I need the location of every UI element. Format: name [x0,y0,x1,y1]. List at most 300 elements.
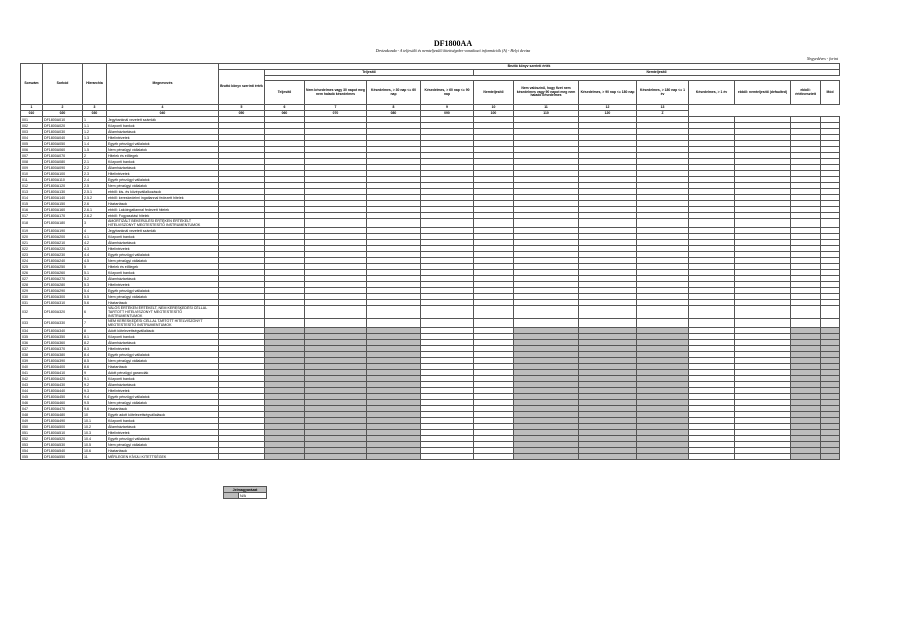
row-hierarchia: 5 [83,264,107,270]
row-sorkod: DF1800A100 [43,171,83,177]
report-subtitle: Devizakonda - A teljesülő és nemteljesülő kitettségekre vonatkozó információk (A) - Helyi deviza [375,48,531,53]
row-megnevezes: Hitelintézetek [107,430,219,436]
header-group-teljesito: Teljesítő [265,70,474,76]
row-sorkod: DF1800A510 [43,430,83,436]
header-number-11: 11 [514,105,579,111]
value-cell[interactable] [305,219,367,228]
value-cell[interactable] [219,319,265,328]
header-group-all: Bruttó könyv szerinti érték [219,64,840,70]
value-cell[interactable] [265,219,305,228]
row-megnevezes: Adott kötelezettségvállalások [107,328,219,334]
value-cell[interactable] [265,306,305,319]
row-hierarchia: 1.1 [83,123,107,129]
row-sorszam: 008 [21,159,43,165]
row-sorkod: DF1800A520 [43,436,83,442]
row-sorszam: 029 [21,288,43,294]
row-hierarchia: 10.5 [83,442,107,448]
row-megnevezes: VALÓS ÉRTÉKEN ÉRTÉKELT, NEM KERESKEDÉSI CÉLLAL TARTOTT HITELVISZONYT MEGTESTESÍTŐ INSTRUMENTUMOK [107,306,219,319]
table-row [21,319,840,328]
report-unit: Negyedéves - forint [806,56,838,61]
row-sorszam: 045 [21,394,43,400]
row-hierarchia: 8.1 [83,334,107,340]
row-sorkod: DF1800A400 [43,364,83,370]
header-code-8: 080 [367,111,421,117]
row-hierarchia: 2.3 [83,171,107,177]
row-megnevezes: Államháztartások [107,340,219,346]
value-cell[interactable] [689,319,735,328]
row-sorszam: 036 [21,340,43,346]
row-hierarchia: 10.4 [83,436,107,442]
row-megnevezes: Központi bankok [107,234,219,240]
row-sorszam: 012 [21,183,43,189]
row-sorszam: 026 [21,270,43,276]
row-megnevezes: Egyéb pénzügyi vállalatok [107,394,219,400]
row-megnevezes: Nem pénzügyi vállalatok [107,400,219,406]
header-hierarchia: Hierarchia [83,64,107,105]
row-sorszam: 043 [21,382,43,388]
value-cell[interactable] [689,306,735,319]
row-sorkod: DF1800A090 [43,165,83,171]
value-cell[interactable] [689,219,735,228]
header-number-3: 3 [83,105,107,111]
header-number-7: 7 [305,105,367,111]
row-sorszam: 032 [21,306,43,319]
report-title: DF1800AA [433,39,473,48]
row-hierarchia: 10.6 [83,448,107,454]
value-cell[interactable] [735,319,791,328]
row-megnevezes: Nem pénzügyi vállalatok [107,294,219,300]
row-hierarchia: 5.4 [83,288,107,294]
row-sorszam: 037 [21,346,43,352]
row-sorszam: 018 [21,219,43,228]
row-megnevezes: Egyéb pénzügyi vállalatok [107,288,219,294]
value-cell[interactable] [514,306,579,319]
header-col-5: Késedelmes, > 60 nap <= 90 nap [421,81,474,105]
row-hierarchia: 2.6 [83,201,107,207]
header-code-12: 120 [579,111,637,117]
value-cell[interactable] [305,306,367,319]
row-hierarchia: 7 [83,319,107,328]
row-megnevezes: ebből: Fogyasztási hitelek [107,213,219,219]
row-megnevezes: Háztartások [107,364,219,370]
row-sorkod: DF1800A060 [43,147,83,153]
row-sorszam: 002 [21,123,43,129]
row-sorkod: DF1800A020 [43,123,83,129]
row-hierarchia: 9.2 [83,382,107,388]
row-megnevezes: Háztartások [107,406,219,412]
row-sorszam: 033 [21,319,43,328]
value-cell[interactable] [637,219,689,228]
row-hierarchia: 5.5 [83,294,107,300]
row-megnevezes: Egyéb pénzügyi vállalatok [107,352,219,358]
data-table [20,63,840,460]
row-sorszam: 017 [21,213,43,219]
row-sorszam: 005 [21,141,43,147]
row-sorszam: 019 [21,228,43,234]
row-sorszam: 021 [21,240,43,246]
header-number-5: 5 [219,105,265,111]
row-megnevezes: Központi bankok [107,159,219,165]
row-sorszam: 006 [21,147,43,153]
row-megnevezes: Nem pénzügyi vállalatok [107,147,219,153]
row-sorszam: 001 [21,117,43,123]
value-cell[interactable] [791,454,821,460]
value-cell[interactable] [579,219,637,228]
value-cell[interactable] [735,219,791,228]
row-hierarchia: 4.3 [83,246,107,252]
row-sorkod: DF1800A350 [43,334,83,340]
row-sorszam: 034 [21,328,43,334]
row-hierarchia: 10.1 [83,418,107,424]
value-cell[interactable] [219,219,265,228]
row-sorszam: 022 [21,246,43,252]
legend-grey-swatch [224,493,239,499]
row-hierarchia: 5.3 [83,282,107,288]
row-sorszam: 028 [21,282,43,288]
row-sorszam: 004 [21,135,43,141]
value-cell[interactable] [265,319,305,328]
header-col-8: Késedelmes, > 90 nap <= 180 nap [579,81,637,105]
row-hierarchia: 1.3 [83,135,107,141]
row-sorszam: 016 [21,207,43,213]
row-megnevezes: Központi bankok [107,334,219,340]
row-hierarchia: 1.5 [83,147,107,153]
row-sorszam: 015 [21,201,43,207]
header-col-12: ebből: értékvesztett [791,81,821,105]
row-sorkod: DF1800A460 [43,400,83,406]
row-hierarchia: 5.1 [83,270,107,276]
row-sorkod: DF1800A130 [43,189,83,195]
header-code-5: 050 [219,111,265,117]
row-sorkod: DF1800A480 [43,412,83,418]
row-sorszam: 027 [21,276,43,282]
row-megnevezes: ebből: kereskedelmi ingatlannal fedezett hitelek [107,195,219,201]
row-hierarchia: 8.5 [83,358,107,364]
row-sorkod: DF1800A270 [43,276,83,282]
row-sorkod: DF1800A490 [43,418,83,424]
row-hierarchia: 2.6.2 [83,213,107,219]
row-hierarchia: 2.1 [83,159,107,165]
row-megnevezes: Nem pénzügyi vállalatok [107,358,219,364]
row-sorszam: 039 [21,358,43,364]
row-hierarchia: 1 [83,117,107,123]
header-code-6: 060 [265,111,305,117]
row-hierarchia: 1.2 [83,129,107,135]
value-cell[interactable] [305,319,367,328]
row-sorkod: DF1800A310 [43,300,83,306]
row-megnevezes: Adott pénzügyi garanciák [107,370,219,376]
row-hierarchia: 5.6 [83,300,107,306]
header-number-2: 2 [43,105,83,111]
row-hierarchia: 8.2 [83,340,107,346]
row-megnevezes: ebből: kis- és középvállalkozások [107,189,219,195]
row-sorszam: 031 [21,300,43,306]
row-hierarchia: 8.6 [83,364,107,370]
row-sorkod: DF1800A120 [43,183,83,189]
header-code-1: 010 [21,111,43,117]
row-megnevezes: Hitelek és előlegek [107,153,219,159]
row-sorszam: 014 [21,195,43,201]
legend-table [223,486,267,499]
value-cell[interactable] [421,319,474,328]
row-sorszam: 007 [21,153,43,159]
row-hierarchia: 2.5.1 [83,189,107,195]
row-sorkod: DF1800A180 [43,219,83,228]
value-cell[interactable] [821,219,840,228]
row-sorkod: DF1800A470 [43,406,83,412]
row-sorkod: DF1800A220 [43,246,83,252]
row-sorkod: DF1800A280 [43,282,83,288]
legend-value: N/A [239,493,267,499]
row-sorszam: 024 [21,258,43,264]
value-cell[interactable] [474,319,514,328]
header-number-12: 12 [579,105,637,111]
header-brutto: Bruttó könyv szerinti érték [219,70,265,105]
header-number-6: 6 [265,105,305,111]
header-col-2: Teljesítő [265,81,305,105]
row-megnevezes: Központi bankok [107,270,219,276]
row-sorkod: DF1800A200 [43,234,83,240]
row-hierarchia: 5.2 [83,276,107,282]
header-number-13: 13 [637,105,689,111]
row-sorkod: DF1800A040 [43,135,83,141]
row-sorkod: DF1800A210 [43,240,83,246]
row-sorkod: DF1800A080 [43,159,83,165]
row-hierarchia: 8.4 [83,352,107,358]
value-cell[interactable] [637,306,689,319]
row-sorkod: DF1800A430 [43,382,83,388]
value-cell[interactable] [265,454,305,460]
row-sorkod: DF1800A250 [43,264,83,270]
value-cell[interactable] [637,319,689,328]
row-hierarchia: 9.4 [83,394,107,400]
row-megnevezes: Jegybanknál vezetett számlák [107,228,219,234]
header-col-10: Késedelmes, > 1 év [689,81,735,105]
row-hierarchia: 10.2 [83,424,107,430]
value-cell[interactable] [367,306,421,319]
row-sorkod: DF1800A190 [43,228,83,234]
row-sorszam: 053 [21,442,43,448]
row-megnevezes: Nem pénzügyi vállalatok [107,258,219,264]
row-megnevezes: Egyéb pénzügyi vállalatok [107,436,219,442]
row-megnevezes: MÉRLEGEN KÍVÜLI KITETTSÉGEK [107,454,219,460]
row-hierarchia: 3 [83,219,107,228]
row-sorszam: 041 [21,370,43,376]
row-sorszam: 044 [21,388,43,394]
header-code-13: Z [637,111,689,117]
row-megnevezes: Államháztartások [107,424,219,430]
row-megnevezes: Központi bankok [107,418,219,424]
value-cell[interactable] [219,306,265,319]
row-sorszam: 038 [21,352,43,358]
value-cell[interactable] [579,306,637,319]
value-cell[interactable] [579,319,637,328]
row-sorkod: DF1800A070 [43,153,83,159]
row-megnevezes: Államháztartások [107,129,219,135]
row-sorkod: DF1800A410 [43,370,83,376]
row-sorszam: 035 [21,334,43,340]
header-megnevezes: Megnevezés [107,64,219,105]
value-cell[interactable] [514,319,579,328]
value-cell[interactable] [821,306,840,319]
row-sorkod: DF1800A150 [43,201,83,207]
value-cell[interactable] [514,454,579,460]
row-sorkod: DF1800A170 [43,213,83,219]
table-row [21,454,840,460]
row-hierarchia: 9.1 [83,376,107,382]
row-megnevezes: Hitelek és előlegek [107,264,219,270]
row-megnevezes: Hitelintézetek [107,388,219,394]
row-sorszam: 049 [21,418,43,424]
row-sorkod: DF1800A420 [43,376,83,382]
value-cell[interactable] [579,454,637,460]
row-sorkod: DF1800A160 [43,207,83,213]
row-hierarchia: 4 [83,228,107,234]
row-megnevezes: AMORTIZÁLT BEKERÜLÉSI ÉRTÉKEN ÉRTÉKELT HITELVISZONYT MEGTESTESÍTŐ INSTRUMENTUMOK [107,219,219,228]
row-megnevezes: Hitelintézetek [107,171,219,177]
value-cell[interactable] [791,219,821,228]
row-sorkod: DF1800A440 [43,388,83,394]
row-megnevezes: Államháztartások [107,165,219,171]
row-megnevezes: Hitelintézetek [107,346,219,352]
row-sorkod: DF1800A110 [43,177,83,183]
row-sorkod: DF1800A230 [43,252,83,258]
row-megnevezes: Hitelintézetek [107,135,219,141]
row-hierarchia: 11 [83,454,107,460]
row-sorszam: 013 [21,189,43,195]
row-hierarchia: 9 [83,370,107,376]
row-megnevezes: Jegybanknál vezetett számlák [107,117,219,123]
value-cell[interactable] [637,454,689,460]
header-col-6: Nemteljesítő [474,81,514,105]
row-sorkod: DF1800A010 [43,117,83,123]
header-code-11: 110 [514,111,579,117]
header-number-8: 8 [367,105,421,111]
header-code-3: 030 [83,111,107,117]
value-cell[interactable] [474,219,514,228]
row-sorkod: DF1800A550 [43,454,83,460]
value-cell[interactable] [689,454,735,460]
row-sorszam: 054 [21,448,43,454]
row-sorkod: DF1800A370 [43,346,83,352]
row-megnevezes: Egyéb adott kötelezettségvállalások [107,412,219,418]
row-sorkod: DF1800A050 [43,141,83,147]
row-hierarchia: 2.5.2 [83,195,107,201]
value-cell[interactable] [791,319,821,328]
value-cell[interactable] [821,454,840,460]
value-cell[interactable] [421,306,474,319]
row-hierarchia: 9.6 [83,406,107,412]
value-cell[interactable] [821,319,840,328]
row-megnevezes: Egyéb pénzügyi vállalatok [107,177,219,183]
row-sorszam: 051 [21,430,43,436]
row-sorszam: 050 [21,424,43,430]
row-sorkod: DF1800A240 [43,258,83,264]
value-cell[interactable] [735,306,791,319]
row-sorszam: 009 [21,165,43,171]
row-hierarchia: 2 [83,153,107,159]
table-row [21,219,840,228]
row-sorszam: 055 [21,454,43,460]
header-col-3: Nem késedelmes vagy 30 napot meg nem haladó késedelmes [305,81,367,105]
row-sorkod: DF1800A260 [43,270,83,276]
row-sorszam: 011 [21,177,43,183]
value-cell[interactable] [421,219,474,228]
row-megnevezes: Hitelintézetek [107,282,219,288]
row-hierarchia: 9.3 [83,388,107,394]
header-number-4: 4 [107,105,219,111]
row-sorszam: 020 [21,234,43,240]
row-hierarchia: 4.2 [83,240,107,246]
row-sorszam: 025 [21,264,43,270]
row-megnevezes: Nem pénzügyi vállalatok [107,442,219,448]
row-hierarchia: 2.2 [83,165,107,171]
value-cell[interactable] [367,454,421,460]
header-code-4: 040 [107,111,219,117]
row-sorkod: DF1800A290 [43,288,83,294]
header-number-1: 1 [21,105,43,111]
row-megnevezes: Háztartások [107,448,219,454]
value-cell[interactable] [421,454,474,460]
header-number-10: 10 [474,105,514,111]
header-group-nemteljesito: Nemteljesítő [474,70,840,76]
row-sorszam: 052 [21,436,43,442]
row-megnevezes: Egyéb pénzügyi vállalatok [107,141,219,147]
value-cell[interactable] [305,454,367,460]
header-col-7: Nem valószínű, hogy fizet nem késedelmes vagy 90 napot meg nem haladó késedelmes [514,81,579,105]
row-megnevezes: Háztartások [107,300,219,306]
header-sorkod: Sorkód [43,64,83,105]
row-sorkod: DF1800A540 [43,448,83,454]
value-cell[interactable] [735,454,791,460]
row-hierarchia: 1.4 [83,141,107,147]
row-megnevezes: Nem pénzügyi vállalatok [107,183,219,189]
row-sorkod: DF1800A450 [43,394,83,400]
header-code-10: 100 [474,111,514,117]
row-hierarchia: 2.6.1 [83,207,107,213]
row-megnevezes: NEM KERESKEDÉSI CÉLLAL TARTOTT HITELVISZONYT MEGTESTESÍTŐ INSTRUMENTUMOK [107,319,219,328]
header-code-9: 090 [421,111,474,117]
row-hierarchia: 10 [83,412,107,418]
row-megnevezes: ebből: Lakóingatlannal fedezett hitelek [107,207,219,213]
row-sorkod: DF1800A300 [43,294,83,300]
value-cell[interactable] [474,306,514,319]
table-row [21,306,840,319]
row-sorkod: DF1800A380 [43,352,83,358]
value-cell[interactable] [367,219,421,228]
row-sorszam: 003 [21,129,43,135]
value-cell[interactable] [514,219,579,228]
row-sorkod: DF1800A340 [43,328,83,334]
value-cell[interactable] [219,454,265,460]
value-cell[interactable] [791,306,821,319]
row-megnevezes: Államháztartások [107,276,219,282]
row-hierarchia: 2.4 [83,177,107,183]
row-sorszam: 030 [21,294,43,300]
row-hierarchia: 8.3 [83,346,107,352]
header-code-7: 070 [305,111,367,117]
value-cell[interactable] [367,319,421,328]
row-hierarchia: 4.5 [83,258,107,264]
header-sorszam: Sorszám [21,64,43,105]
row-hierarchia: 8 [83,328,107,334]
row-megnevezes: Egyéb pénzügyi vállalatok [107,252,219,258]
value-cell[interactable] [474,454,514,460]
row-hierarchia: 6 [83,306,107,319]
row-hierarchia: 4.1 [83,234,107,240]
header-col-13: Mód [821,81,840,105]
row-sorszam: 048 [21,412,43,418]
